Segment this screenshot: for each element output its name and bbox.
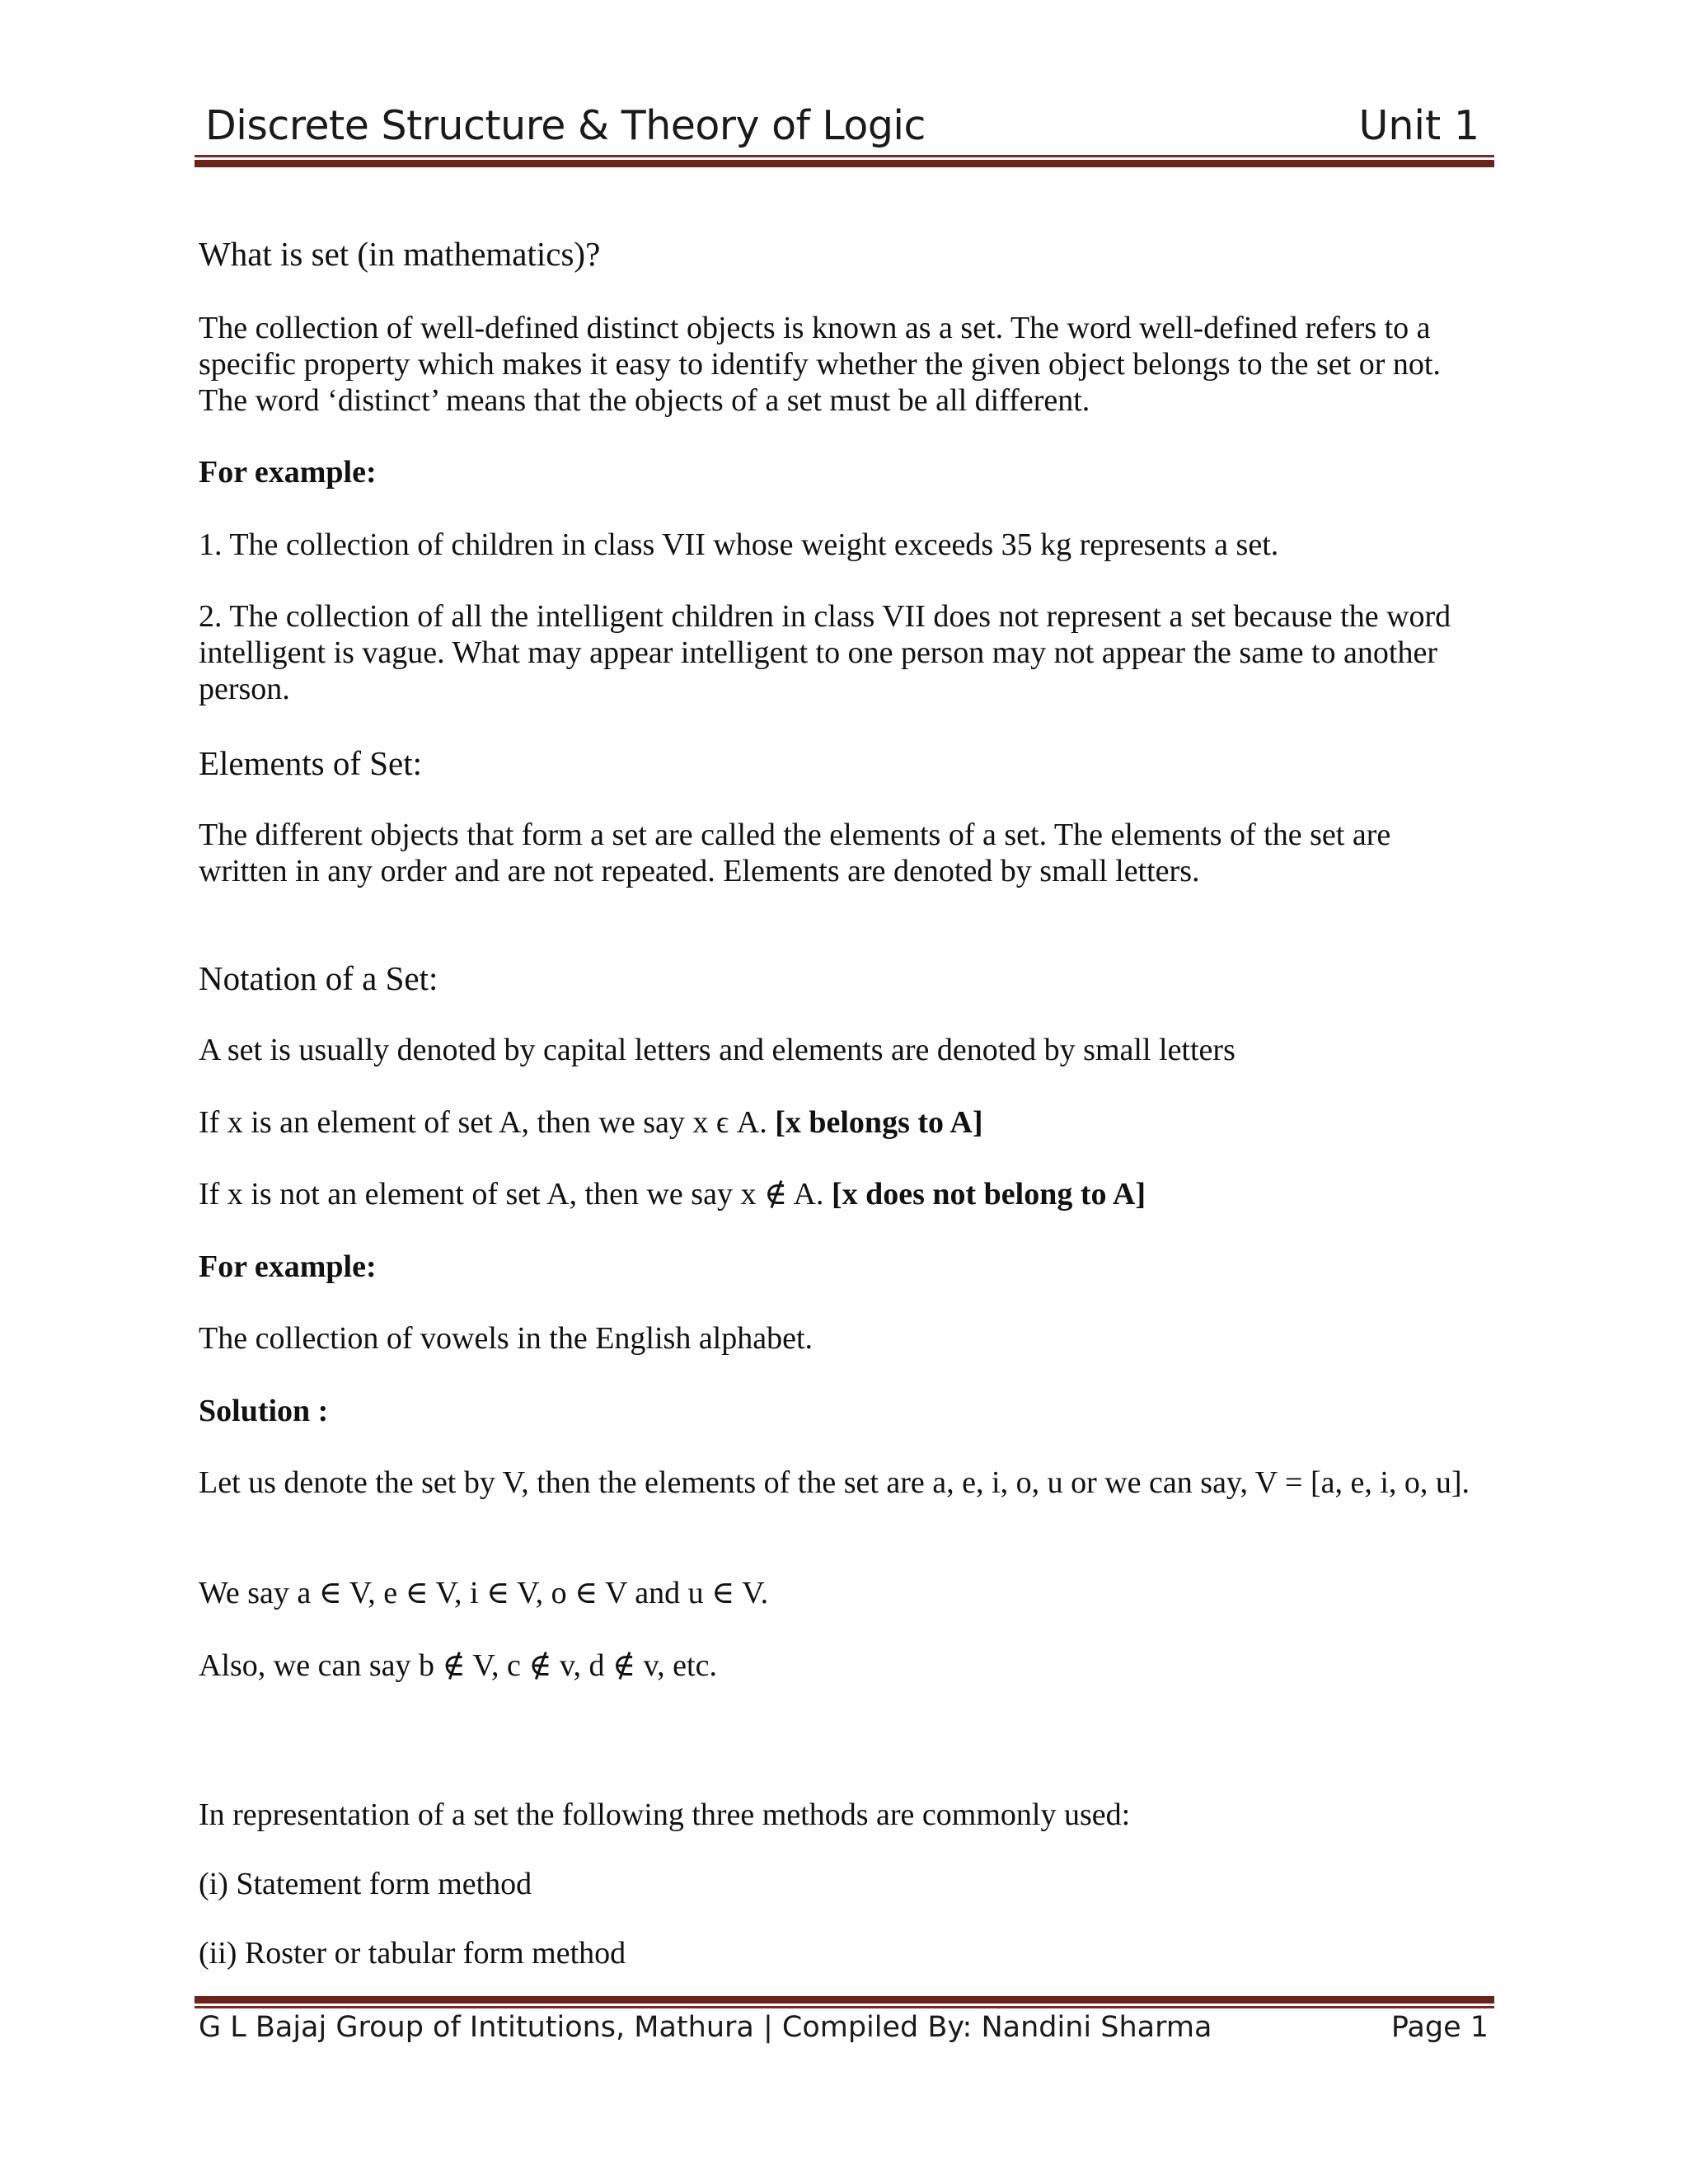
belongs-bold: [x belongs to A] [775, 1105, 983, 1140]
example-label-2: For example: [199, 1249, 377, 1284]
page-number: Page 1 [1390, 2011, 1489, 2044]
example-item-1: 1. The collection of children in class VII whose weight exceeds 35 kg represents a set. [199, 527, 1279, 562]
not-belongs-line [199, 1176, 1484, 1212]
representation-intro: In representation of a set the following three methods are commonly used: [199, 1797, 1131, 1832]
method-statement-form: (i) Statement form method [199, 1867, 532, 1901]
solution-line-3: Also, we can say b ∉ V, c ∉ v, d ∉ v, etc. [199, 1648, 717, 1683]
heading-what-is-set: What is set (in mathematics)? [199, 235, 601, 273]
footer-credit: G L Bajaj Group of Intitutions, Mathura | Compiled By: Nandini Sharma [199, 2011, 1212, 2044]
method-roster-form: (ii) Roster or tabular form method [199, 1936, 626, 1971]
solution-label: Solution : [199, 1394, 329, 1428]
solution-line-2: We say a ∈ V, e ∈ V, i ∈ V, o ∈ V and u ∈ V. [199, 1576, 769, 1610]
header-rule-thin [195, 155, 1494, 157]
not-belongs-bold: [x does not belong to A] [831, 1177, 1146, 1212]
footer-rule-thin [195, 2006, 1494, 2008]
page-header [199, 97, 1493, 163]
example-vowels: The collection of vowels in the English alphabet. [199, 1321, 814, 1356]
belongs-text: If x is an element of set A, then we say x ϵ A. [199, 1105, 776, 1140]
belongs-line [199, 1104, 1484, 1141]
example-label-1: For example: [199, 455, 377, 490]
example-item-2: 2. The collection of all the intelligent children in class VII does not represent a set because the word intelligent is vague. What may appear intelligent to one person may not appear the same to another person. [199, 599, 1451, 706]
paragraph-elements: The different objects that form a set are called the elements of a set. The elements of the set are written in any order and are not repeated. Elements are denoted by small letters. [199, 818, 1391, 888]
document-title: Discrete Structure & Theory of Logic [205, 102, 926, 149]
unit-label: Unit 1 [1358, 102, 1479, 149]
not-belongs-text: If x is not an element of set A, then we say x ∉ A. [199, 1177, 832, 1212]
heading-elements-of-set: Elements of Set: [199, 744, 423, 782]
solution-line-1: Let us denote the set by V, then the elements of the set are a, e, i, o, u or we can say, V = [a, e, i, o, u]. [199, 1465, 1470, 1500]
footer-rule-thick [195, 1996, 1494, 2004]
paragraph-set-definition: The collection of well-defined distinct objects is known as a set. The word well-defined refers to a specific property which makes it easy to identify whether the given object belongs to the set or not. The word ‘distinct’ means that the objects of a set must be all different. [199, 311, 1441, 418]
header-rule-thick [195, 160, 1494, 167]
heading-notation: Notation of a Set: [199, 959, 438, 997]
paragraph-notation: A set is usually denoted by capital letters and elements are denoted by small letters [199, 1033, 1236, 1067]
